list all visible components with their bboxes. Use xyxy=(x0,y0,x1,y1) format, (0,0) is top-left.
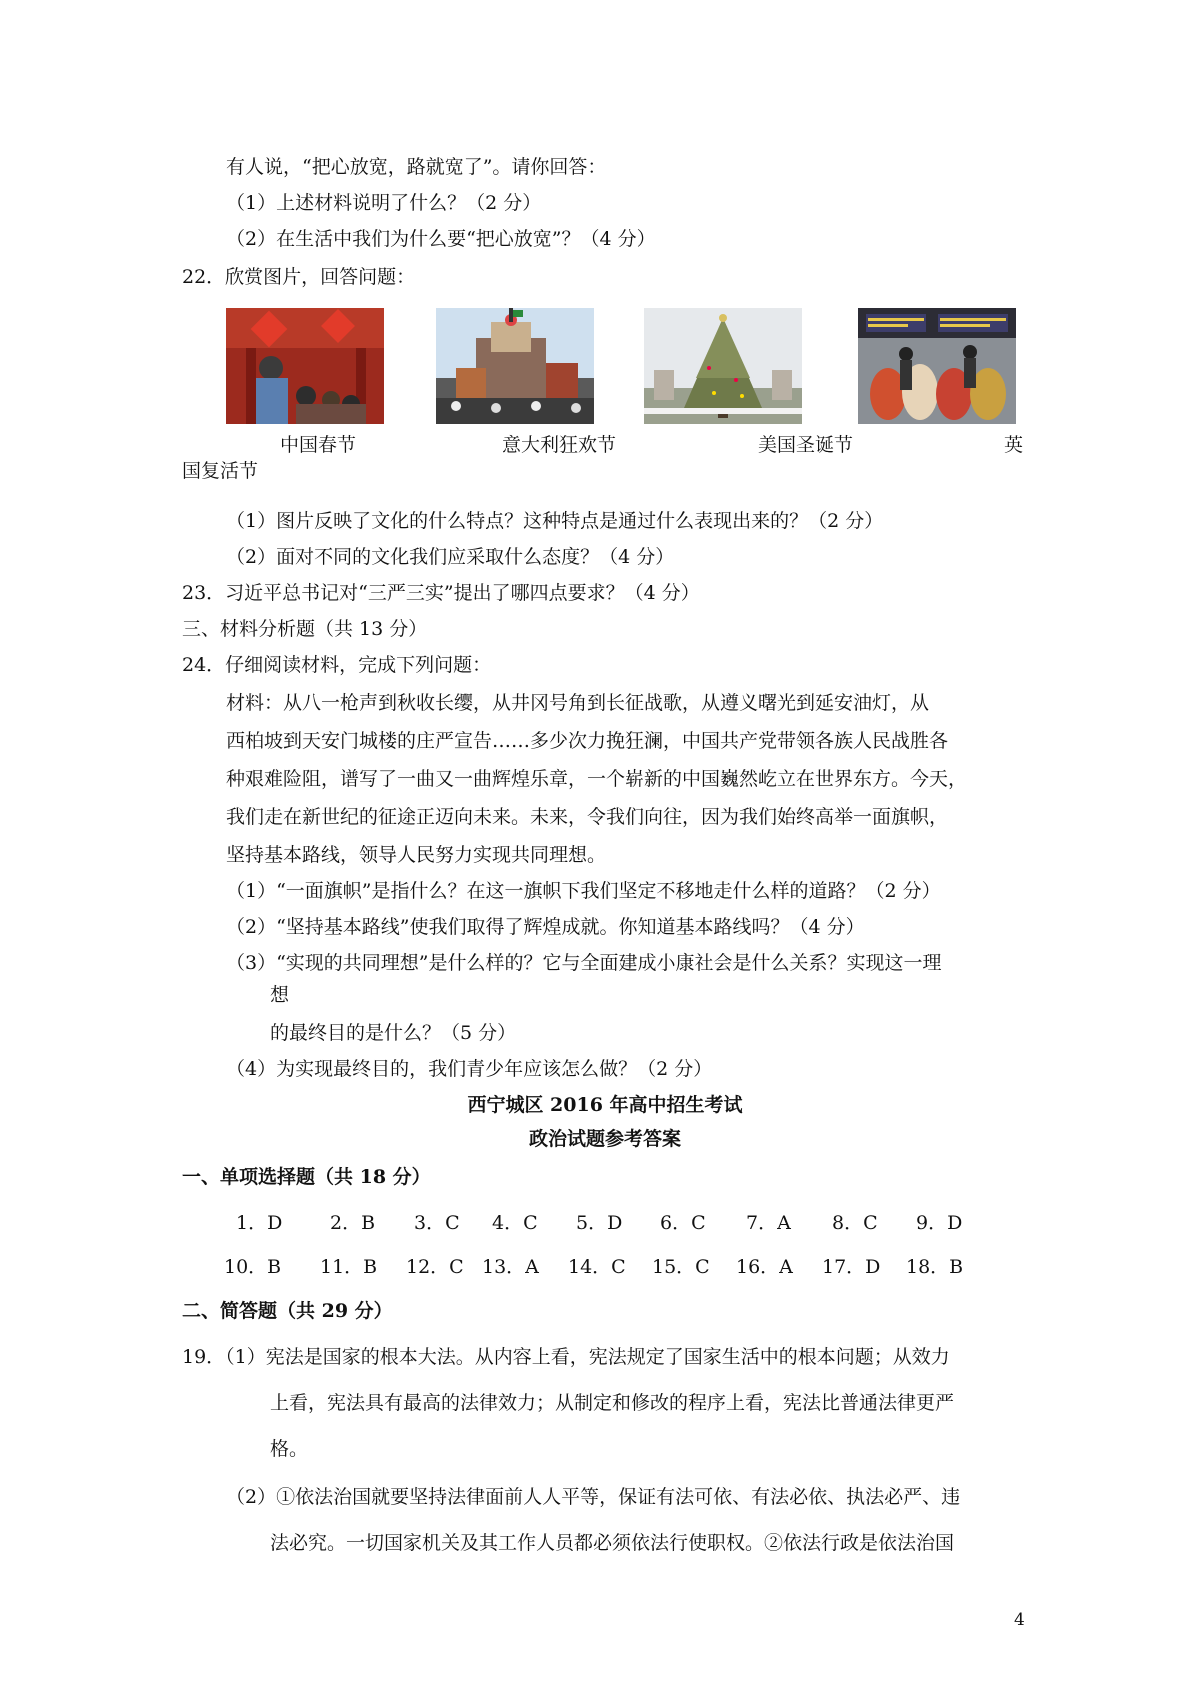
caption-uk-easter-part1: 英 xyxy=(1004,434,1024,456)
q24-sub1: （1）“一面旗帜”是指什么？在这一旗帜下我们坚定不移地走什么样的道路？（2 分） xyxy=(226,880,941,902)
q24-sub3-line3: 的最终目的是什么？（5 分） xyxy=(270,1022,517,1044)
answer-section2-title: 二、简答题（共 29 分） xyxy=(182,1300,393,1322)
q21-sub1: （1）上述材料说明了什么？（2 分） xyxy=(226,192,542,214)
answer-19-2-line: （2）①依法治国就要坚持法律面前人人平等，保证有法可依、有法必依、执法必严、违 xyxy=(226,1486,961,1508)
photo-us-christmas xyxy=(644,308,802,424)
q22-sub2: （2）面对不同的文化我们应采取什么态度？（4 分） xyxy=(226,546,675,568)
answer-19-1-line: 19．（1）宪法是国家的根本大法。从内容上看，宪法规定了国家生活中的根本问题；从效力 xyxy=(182,1346,950,1368)
answer-item: 3．C xyxy=(414,1212,460,1234)
photo-italy-carnival xyxy=(436,308,594,424)
photo-chinese-spring-festival xyxy=(226,308,384,424)
answer-19-2-line: 法必究。一切国家机关及其工作人员都必须依法行使职权。②依法行政是依法治国 xyxy=(270,1532,955,1554)
answer-item: 9．D xyxy=(916,1212,963,1234)
answer-item: 15．C xyxy=(652,1256,710,1278)
answer-item: 6．C xyxy=(660,1212,706,1234)
page-number: 4 xyxy=(1014,1610,1025,1630)
q24-material-line: 种艰难险阻，谱写了一曲又一曲辉煌乐章，一个崭新的中国巍然屹立在世界东方。今天， xyxy=(226,768,968,790)
answer-item: 5．D xyxy=(576,1212,623,1234)
q24-material-line: 材料：从八一枪声到秋收长缨，从井冈号角到长征战歌，从遵义曙光到延安油灯，从 xyxy=(226,692,930,714)
section3-title: 三、材料分析题（共 13 分） xyxy=(182,618,428,640)
q24-sub3-line2: 想 xyxy=(270,984,290,1006)
answer-item: 14．C xyxy=(568,1256,626,1278)
q21-sub2: （2）在生活中我们为什么要“把心放宽”？（4 分） xyxy=(226,228,656,250)
answer-key-subtitle: 政治试题参考答案 xyxy=(528,1128,681,1150)
q24-material-line: 西柏坡到天安门城楼的庄严宣告……多少次力挽狂澜，中国共产党带领各族人民战胜各 xyxy=(226,730,949,752)
q23-stem: 23．习近平总书记对“三严三实”提出了哪四点要求？（4 分） xyxy=(182,582,700,604)
answer-section1-title: 一、单项选择题（共 18 分） xyxy=(182,1166,431,1188)
answer-item: 13．A xyxy=(482,1256,539,1278)
photo-uk-easter xyxy=(858,308,1016,424)
answer-item: 10．B xyxy=(224,1256,282,1278)
q24-sub3-line1: （3）“实现的共同理想”是什么样的？它与全面建成小康社会是什么关系？实现这一理 xyxy=(226,952,942,974)
answer-item: 12．C xyxy=(406,1256,464,1278)
q24-material-line: 坚持基本路线，领导人民努力实现共同理想。 xyxy=(226,844,607,866)
q24-material-line: 我们走在新世纪的征途正迈向未来。未来，令我们向往，因为我们始终高举一面旗帜， xyxy=(226,806,949,828)
q24-sub4: （4）为实现最终目的，我们青少年应该怎么做？（2 分） xyxy=(226,1058,713,1080)
q24-sub2: （2）“坚持基本路线”使我们取得了辉煌成就。你知道基本路线吗？（4 分） xyxy=(226,916,865,938)
answer-item: 7．A xyxy=(746,1212,791,1234)
caption-uk-easter-part2: 国复活节 xyxy=(182,460,259,482)
answer-19-1-line: 格。 xyxy=(270,1438,309,1460)
caption-chinese-spring-festival: 中国春节 xyxy=(280,434,357,456)
answer-19-1-line: 上看，宪法具有最高的法律效力；从制定和修改的程序上看，宪法比普通法律更严 xyxy=(270,1392,955,1414)
q21-intro: 有人说，“把心放宽，路就宽了”。请你回答： xyxy=(226,156,607,178)
answer-item: 17．D xyxy=(822,1256,881,1278)
q22-sub1: （1）图片反映了文化的什么特点？这种特点是通过什么表现出来的？（2 分） xyxy=(226,510,884,532)
q24-stem: 24．仔细阅读材料，完成下列问题： xyxy=(182,654,492,676)
caption-italy-carnival: 意大利狂欢节 xyxy=(502,434,617,456)
answer-key-title: 西宁城区 2016 年高中招生考试 xyxy=(467,1094,743,1116)
answer-item: 16．A xyxy=(736,1256,793,1278)
answer-item: 11．B xyxy=(320,1256,378,1278)
q22-stem: 22．欣赏图片，回答问题： xyxy=(182,266,416,288)
answer-item: 2．B xyxy=(330,1212,376,1234)
answer-item: 1．D xyxy=(236,1212,283,1234)
answer-item: 18．B xyxy=(906,1256,964,1278)
answer-item: 4．C xyxy=(492,1212,538,1234)
answer-item: 8．C xyxy=(832,1212,878,1234)
caption-us-christmas: 美国圣诞节 xyxy=(758,434,854,456)
